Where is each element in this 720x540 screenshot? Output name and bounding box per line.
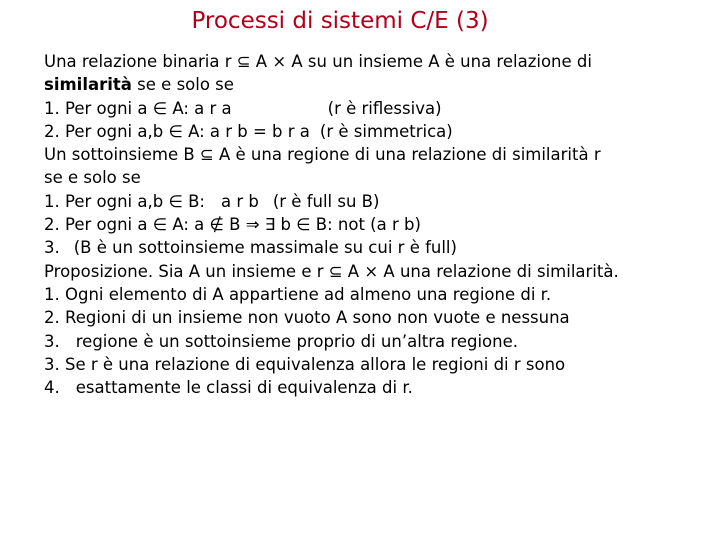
text: 1. Per ogni a,b ∈ B: <box>44 191 205 211</box>
text: 2. Per ogni a,b ∈ A: a r b = b r a <box>44 121 310 141</box>
list-item-3b <box>44 353 704 376</box>
list-item-maximal <box>44 213 704 236</box>
list-item-riflessiva <box>44 97 704 120</box>
line-definition <box>44 50 704 73</box>
list-item-3a <box>44 330 704 353</box>
text: 1. Ogni elemento di A appartiene ad almeno una regione di r. <box>44 284 552 304</box>
line-proposition <box>44 260 704 283</box>
text: 2. Regioni di un insieme non vuoto A sono non vuote e nessuna <box>44 308 570 328</box>
line-region-def-cont <box>44 166 704 189</box>
line-region-def <box>44 143 704 166</box>
text: regione è un sottoinsieme proprio di un’altra regione. <box>75 331 518 351</box>
note: (r è riflessiva) <box>327 98 442 118</box>
text: 2. Per ogni a ∈ A: a ∉ B ⇒ ∃ b ∈ B: not (a r b) <box>44 215 421 235</box>
text: se e solo se <box>131 75 234 95</box>
list-item-note <box>44 236 704 259</box>
text: esattamente le classi di equivalenza di r. <box>75 378 413 398</box>
list-item-simmetrica <box>44 120 704 143</box>
text: Un sottoinsieme B ⊆ A è una regione di una relazione di similarità r <box>44 145 601 165</box>
text: 1. Per ogni a ∈ A: a r a <box>44 98 232 118</box>
text: se e solo se <box>44 168 141 188</box>
text: 3. <box>44 331 60 351</box>
text: Una relazione binaria r ⊆ A × A su un insieme A è una relazione di <box>44 52 592 71</box>
slide-title: Processi di sistemi C/E (3) <box>191 8 489 34</box>
line-definition-cont <box>44 73 704 96</box>
list-item-1 <box>44 283 704 306</box>
slide-body <box>44 50 704 399</box>
list-item-full <box>44 190 704 213</box>
text: 3. Se r è una relazione di equivalenza allora le regioni di r sono <box>44 354 566 374</box>
term-similarita: similarità <box>44 75 132 95</box>
text: Proposizione. Sia A un insieme e r ⊆ A × A una relazione di similarità. <box>44 261 619 281</box>
text: 3. <box>44 238 60 258</box>
note: (B è un sottoinsieme massimale su cui r è full) <box>73 238 457 258</box>
list-item-4 <box>44 376 704 399</box>
note: (r è full su B) <box>272 191 380 211</box>
text: a r b <box>220 191 259 211</box>
note: (r è simmetrica) <box>319 121 453 141</box>
text: 4. <box>44 378 60 398</box>
list-item-2 <box>44 306 704 329</box>
